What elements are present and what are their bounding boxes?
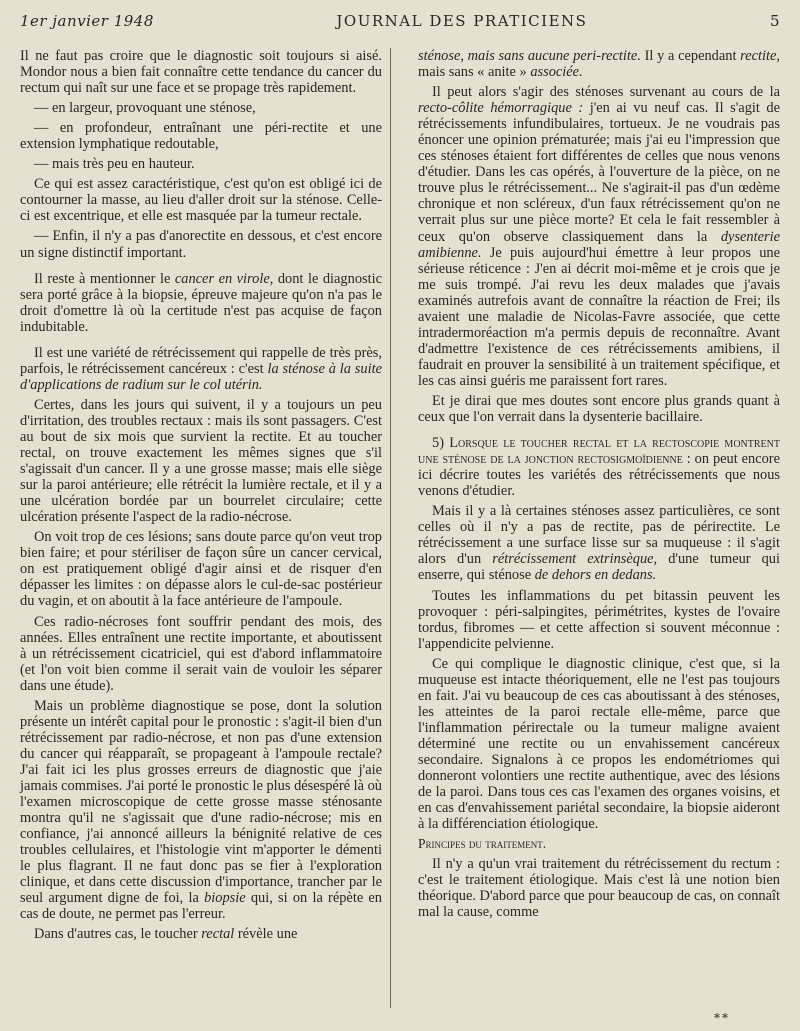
- paragraph: Il n'y a qu'un vrai traitement du rétrécissement du rectum : c'est le traitement étiologique. Mais c'est là une notion bien théorique. D'abord parce que pour beaucoup de cas, on connaît mal la cause, comme: [418, 856, 780, 921]
- paragraph: Il est une variété de rétrécissement qui rappelle de très près, parfois, le rétrécissement cancéreux : c'est la sténose à la suite d'applications de radium sur le col utérin.: [20, 344, 382, 393]
- paragraph: Ces radio-nécroses font souffrir pendant des mois, des années. Elles entraînent une rectite importante, et aboutissent à un rétrécissement cicatriciel, qui est d'abord inflammatoire (et l'on voit bien comme il serait vain de vouloir les séparer dans une étude).: [20, 613, 382, 694]
- running-header: [20, 12, 780, 38]
- column-divider: [390, 48, 391, 1008]
- paragraph: Certes, dans les jours qui suivent, il y a toujours un peu d'irritation, des troubles rectaux : mais ils sont passagers. C'est au bout de six mois que survient la rectite. Et au toucher rectal, on trouve exactement les mêmes signes que s'il s'agissait d'un cancer. Il y a une grosse masse; mais elle siège sur la paroi antérieure; elle rétrécit la lumière rectale, et il y a une ulcération bordée par un bourrelet circulaire; cette ulcération présente l'aspect de la radio-nécrose.: [20, 396, 382, 526]
- paragraph: Toutes les inflammations du pet bitassin peuvent les provoquer : péri-salpingites, périmétrites, kystes de l'ovaire tordus, fibromes — et cette affection si souvent méconnue : l'appendicite pelvienne.: [418, 587, 780, 652]
- paragraph: — mais très peu en hauteur.: [34, 156, 195, 173]
- page-number: 5: [769, 12, 780, 30]
- two-column-body: [20, 48, 780, 946]
- paragraph: — en largeur, provoquant une sténose,: [34, 100, 256, 117]
- left-column: [20, 48, 382, 946]
- paragraph: Et je dirai que mes doutes sont encore plus grands quant à ceux que l'on verrait dans la dysenterie bacillaire.: [418, 392, 780, 426]
- paragraph: sténose, mais sans aucune peri-rectite. Il y a cependant rectite, mais sans « anite » associée.: [418, 48, 780, 81]
- section-heading: Principes du traitement.: [418, 836, 547, 852]
- paragraph: Dans d'autres cas, le toucher rectal révèle une: [34, 926, 298, 943]
- paragraph: Mais il y a là certaines sténoses assez particulières, ce sont celles où il n'y a pas de rectite, pas de périrectite. Le rétrécissement a une surface lisse sur sa muqueuse : il s'agit alors d'un rétrécissement extrinsèque, d'une tumeur qui enserre, qui sténose de dehors en dedans.: [418, 503, 781, 584]
- paragraph: On voit trop de ces lésions; sans doute parce qu'on veut trop bien faire; et pour stériliser de façon sûre un cancer cervical, on est pratiquement obligé d'agir ainsi et de risquer d'en dépasser les limites : on dépasse alors le cul-de-sac postérieur du vagin, et on aboutit à la face antérieure de l'ampoule.: [20, 529, 382, 610]
- header-journal-title: JOURNAL DES PRATICIENS: [336, 12, 588, 30]
- paragraph: Ce qui complique le diagnostic clinique, c'est que, si la muqueuse est intacte théoriquement, elle ne l'est pas toujours en fait. J'ai vu beaucoup de ces cas aboutissant à des sténoses, les atteintes de la paroi rectale elle-même, parce que l'inflammation périrectale ou la tumeur maligne avaient déterminé une rectite ou un envahissement cancéreux secondaire. Signalons à ce propos les endométriomes qui donneront volontiers une rectite authentique, avec des lésions de la paroi. Dans tous ces cas l'examen des organes voisins, et en cas d'envahissement pariétal secondaire, la biopsie aideront à la différenciation étiologique.: [418, 655, 780, 833]
- right-column: [418, 48, 780, 946]
- paragraph: Il reste à mentionner le cancer en virole, dont le diagnostic sera porté grâce à la biopsie, épreuve majeure qu'on n'a pas le droit d'omettre là où la certitude n'est pas acquise de façon indubitable.: [20, 270, 383, 335]
- paragraph: 5) Lorsque le toucher rectal et la rectoscopie montrent une sténose de la jonction rectosigmoïdienne : on peut encore ici décrire toutes les variétés des rétrécissements que nous venons d'étudier.: [418, 435, 780, 500]
- paragraph: Il ne faut pas croire que le diagnostic soit toujours si aisé. Mondor nous a bien fait connaître cette tendance du cancer du rectum qui naît sur une face et se propage très rapidement.: [20, 48, 382, 97]
- paragraph: — Enfin, il n'y a pas d'anorectite en dessous, et c'est encore un signe distinctif important.: [20, 228, 382, 261]
- footer-mark: **: [714, 1011, 730, 1025]
- paragraph: Il peut alors s'agir des sténoses survenant au cours de la recto-côlite hémorragique : j'en ai vu neuf cas. Il s'agit de rétrécissements infundibulaires, tortueux. Je ne voudrais pas énoncer une opinion prématurée; mais j'ai eu l'impression que ces sténoses étaient fort différentes de celles que nous venons d'étudier. Dans les cas opérés, à l'ouverture de la pièce, on ne trouve plus le rétrécissement... Ne s'agirait-il pas d'un œdème chronique et non scléreux, d'un faux rétrécissement qu'on ne verrait plus sur une pièce morte? Et cela le fait ressembler à ceux qu'on observe classiquement dans la dysenterie amibienne. Je puis aujourd'hui émettre à leur propos une sérieuse réticence : J'en ai décrit moi-même et je crois que je me suis trompé. J'ai revu les deux malades que j'avais examinés autrefois avant de connaître la réaction de Frei; ils avaient une maladie de Nicolas-Favre associée, que cette intradermoréaction m'a permis depuis de reconnaître. Avant d'admettre l'existence de ces rétrécissements amibiens, il faudrait en prouver la sensibilité à un traitement spécifique, et les cas ainsi guéris me paraissent fort rares.: [418, 84, 780, 389]
- paragraph: Mais un problème diagnostique se pose, dont la solution présente un intérêt capital pour le pronostic : s'agit-il bien d'un rétrécissement par radio-nécrose, et non pas d'une extension du cancer qui réapparaît, se propageant à l'ampoule rectale? J'ai fait ici les plus grosses erreurs de diagnostic que j'aie jamais commises. J'ai porté le pronostic le plus désespéré là où l'examen microscopique de cette grosse masse sténosante montra qu'il ne s'agissait que d'une radio-nécrose; mis en confiance, j'ai annoncé ailleurs la bénignité relative de ces troubles cellulaires, et l'histologie vint m'apporter le démenti le plus flagrant. Il ne faut donc pas se fier à l'exploration clinique, et dans cette discussion d'importance, trancher par le seul argument digne de foi, la biopsie qui, si on la répète en cas de doute, ne permet pas l'erreur.: [20, 697, 382, 923]
- paragraph: Ce qui est assez caractéristique, c'est qu'on est obligé ici de contourner la masse, au lieu d'aller droit sur la sténose. Celle-ci est excentrique, et elle est masquée par la tumeur rectale.: [20, 176, 382, 225]
- paragraph: — en profondeur, entraînant une péri-rectite et une extension lymphatique redoutable,: [20, 120, 382, 153]
- header-date: 1er janvier 1948: [20, 12, 154, 30]
